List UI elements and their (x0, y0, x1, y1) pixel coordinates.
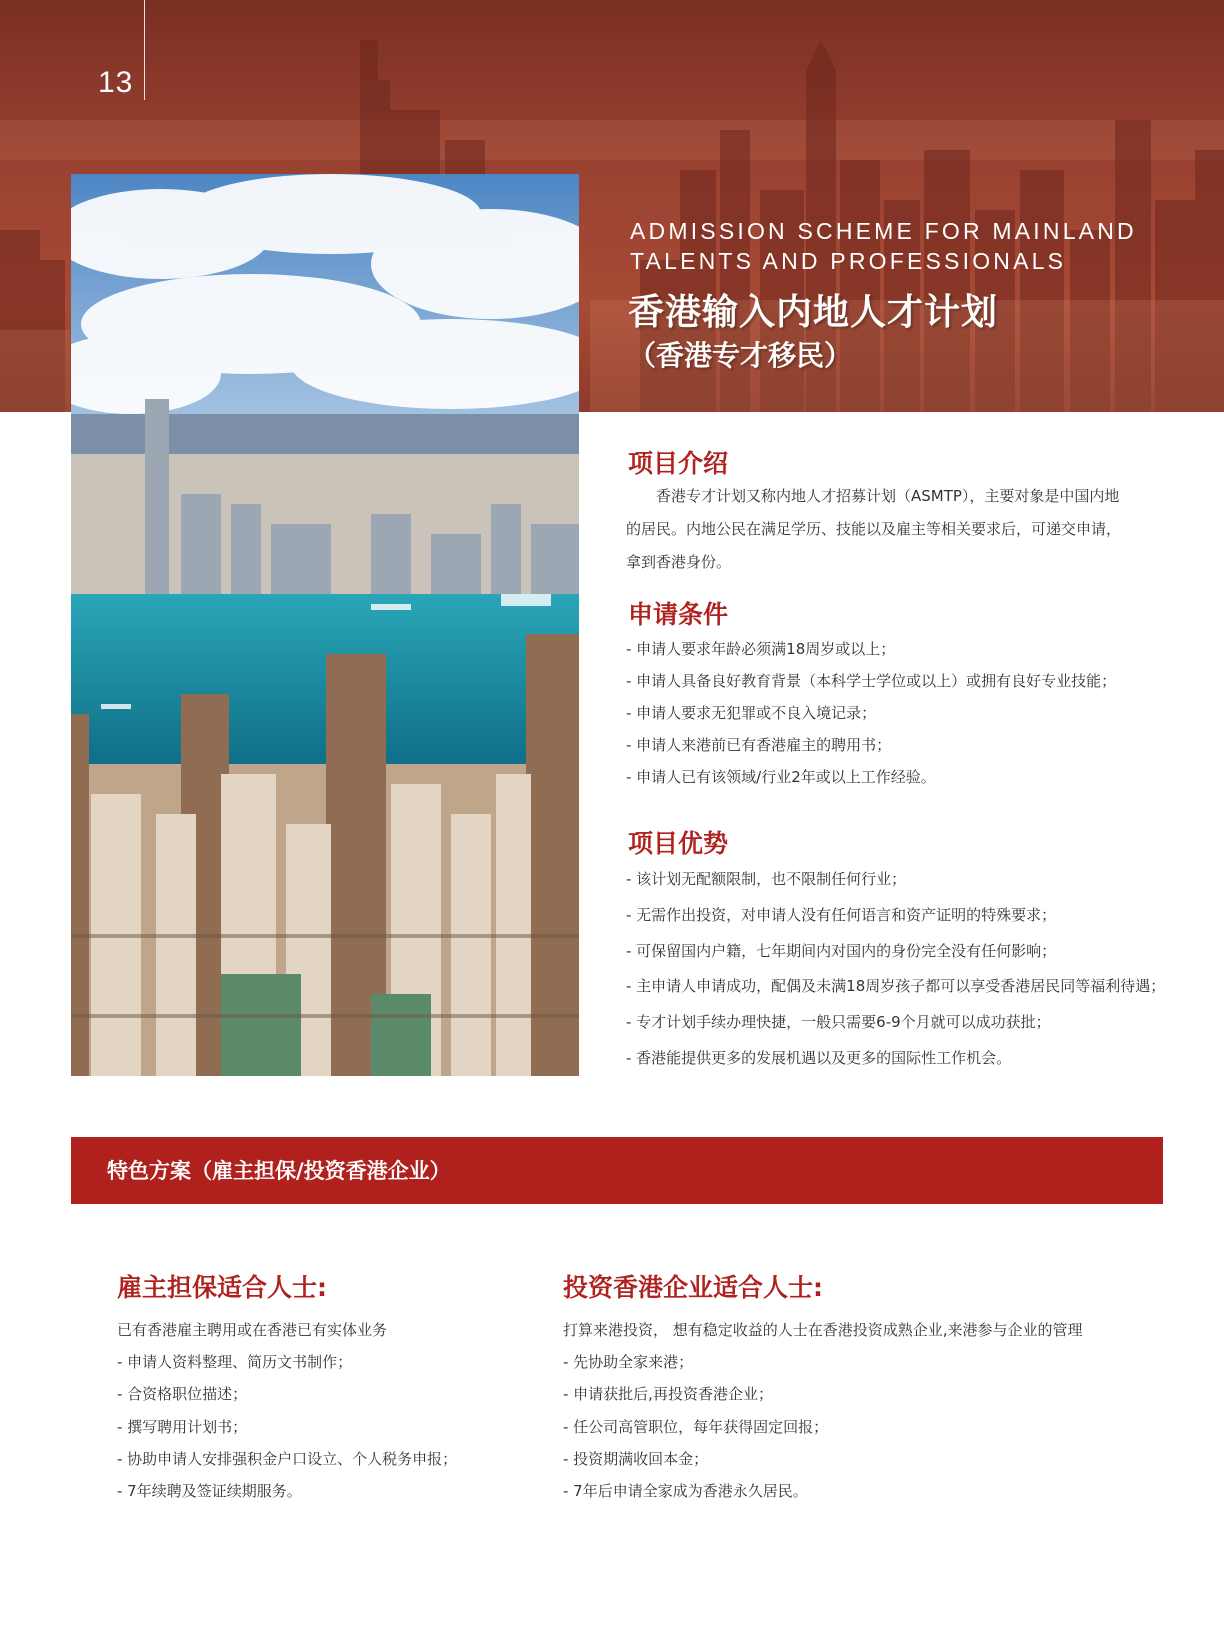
list-item: - 申请人已有该领域/行业2年或以上工作经验。 (626, 768, 936, 786)
list-item: - 协助申请人安排强积金户口设立、个人税务申报； (117, 1449, 458, 1468)
subtitle-chinese: （香港专才移民） (628, 339, 853, 372)
list-item: - 专才计划手续办理快捷，一般只需要6-9个月就可以成功获批； (626, 1013, 1051, 1032)
advantages-heading: 项目优势 (628, 829, 729, 858)
list-item: - 合资格职位描述； (117, 1385, 248, 1404)
title-chinese: 香港输入内地人才计划 (628, 292, 999, 333)
list-item: - 香港能提供更多的发展机遇以及更多的国际性工作机会。 (626, 1048, 1012, 1067)
list-item: - 任公司高管职位，每年获得固定回报； (563, 1417, 829, 1436)
advantages-list (626, 862, 1165, 1077)
list-item: - 投资期满收回本金； (563, 1449, 709, 1468)
hong-kong-city-photo (71, 174, 579, 1076)
page-number-divider (144, 0, 145, 100)
employer-list (117, 1314, 457, 1507)
list-item: - 先协助全家来港； (563, 1353, 694, 1372)
title-english: ADMISSION SCHEME FOR MAINLAND TALENTS AND PROFESSIONALS (630, 218, 1137, 274)
intro-paragraph: 香港专才计划又称内地人才招募计划（ASMTP），主要对象是中国内地的居民。内地公民在满足学历、技能以及雇主等相关要求后，可递交申请，拿到香港身份。 (626, 487, 1122, 571)
list-item: - 申请人资料整理、简历文书制作； (117, 1353, 353, 1372)
list-item: - 主申请人申请成功，配偶及未满18周岁孩子都可以享受香港居民同等福利待遇； (626, 977, 1166, 996)
list-item: - 申请人要求无犯罪或不良入境记录； (626, 704, 877, 722)
list-item: - 申请人要求年龄必须满18周岁或以上； (626, 640, 896, 658)
list-item: - 撰写聘用计划书； (117, 1417, 248, 1436)
list-item: - 无需作出投资，对申请人没有任何语言和资产证明的特殊要求； (626, 905, 1057, 924)
intro-heading: 项目介绍 (628, 449, 729, 478)
list-item: - 可保留国内户籍，七年期间内对国内的身份完全没有任何影响； (626, 941, 1057, 960)
investment-heading: 投资香港企业适合人士: (563, 1273, 823, 1302)
list-item: 已有香港雇主聘用或在香港已有实体业务 (117, 1321, 388, 1339)
list-item: 打算来港投资， 想有稳定收益的人士在香港投资成熟企业,来港参与企业的管理 (563, 1321, 1083, 1339)
list-item: - 申请人来港前已有香港雇主的聘用书； (626, 736, 892, 754)
employer-heading: 雇主担保适合人士: (117, 1273, 327, 1302)
list-item: - 7年后申请全家成为香港永久居民。 (563, 1482, 808, 1501)
feature-plan-label: 特色方案（雇主担保/投资香港企业） (107, 1159, 451, 1183)
list-item: - 申请获批后,再投资香港企业； (563, 1385, 773, 1404)
requirements-list (626, 633, 1116, 793)
harbour-view-illustration (71, 174, 579, 1076)
page-number: 13 (98, 66, 134, 99)
list-item: - 7年续聘及签证续期服务。 (117, 1482, 302, 1501)
requirements-heading: 申请条件 (628, 600, 729, 629)
list-item: - 申请人具备良好教育背景（本科学士学位或以上）或拥有良好专业技能； (626, 672, 1117, 690)
list-item: - 该计划无配额限制，也不限制任何行业； (626, 870, 907, 888)
investment-list (563, 1314, 1083, 1507)
feature-plan-bar (71, 1137, 1163, 1204)
